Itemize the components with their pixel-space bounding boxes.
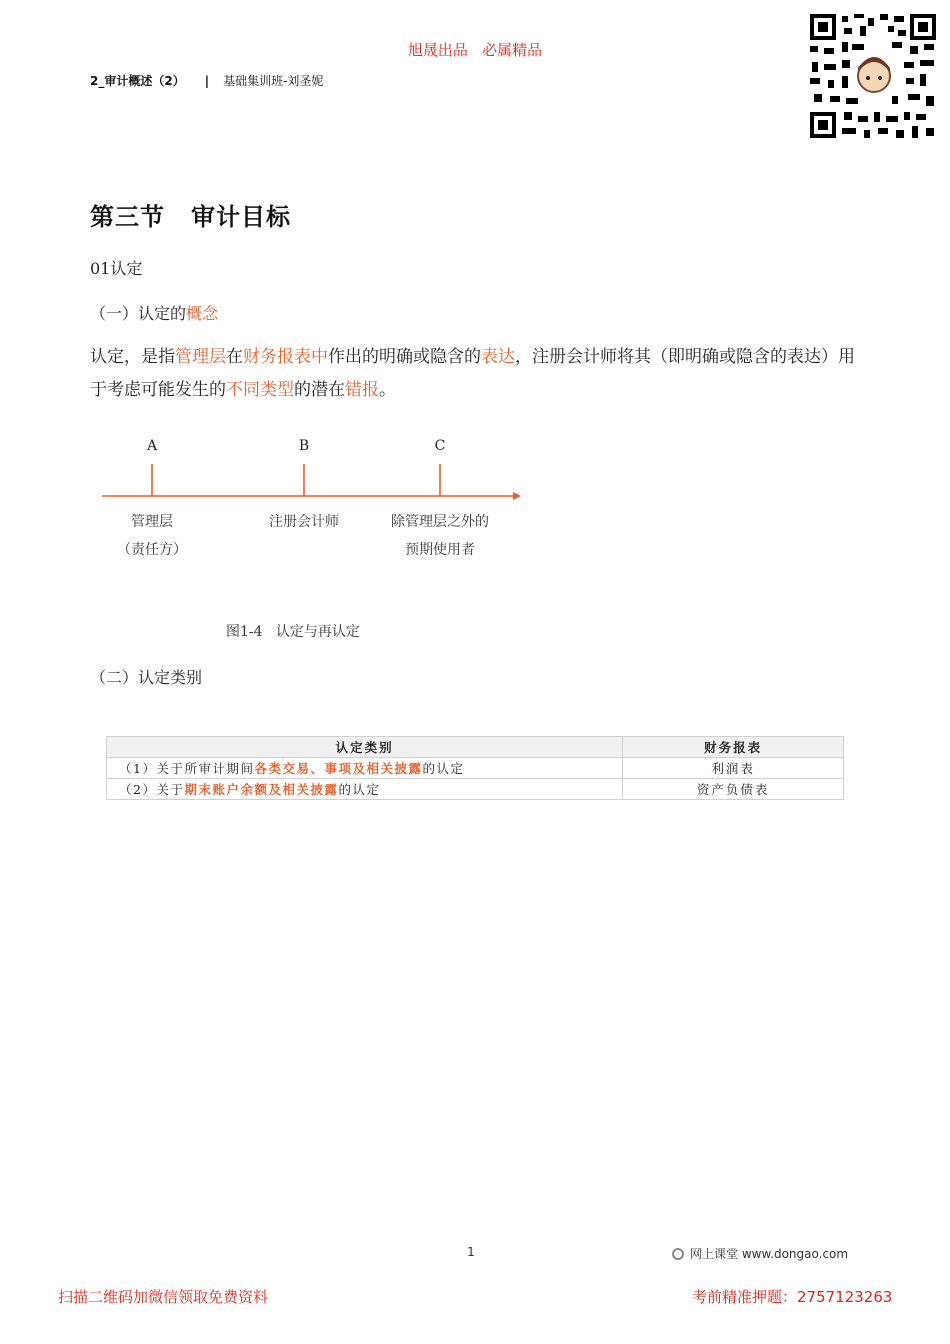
point-letter: A (146, 438, 158, 454)
teacher-name: 基础集训班-刘圣妮 (223, 74, 324, 88)
assertion-diagram (95, 430, 535, 570)
paragraph-text: ，注册会计师将其（即明确或隐含的表达）用于考虑可能发生的 (90, 347, 855, 400)
statement-cell: 利润表 (623, 758, 844, 779)
figure-caption: 图1-4 认定与再认定 (226, 624, 360, 640)
page-number: 1 (467, 1245, 475, 1259)
category-heading: （二）认定类别 (90, 668, 203, 687)
footer-promo-right: 考前精准押题：2757123263 (692, 1288, 893, 1306)
table-header-statement: 财务报表 (623, 737, 844, 758)
site-text: 网上课堂 www.dongao.com (690, 1247, 849, 1261)
point-sublabel: 预期使用者 (405, 542, 475, 558)
paragraph-text: 。 (379, 380, 396, 400)
point-letter: B (298, 438, 310, 454)
footer-promo-left: 扫描二维码加微信领取免费资料 (58, 1288, 269, 1306)
arrow-head-icon (513, 492, 521, 500)
table-row (107, 779, 844, 800)
category-cell (107, 758, 623, 779)
cell-text: 的认定 (422, 761, 465, 776)
statement-cell: 资产负债表 (623, 779, 844, 800)
course-title: 2_审计概述（2） (90, 74, 185, 88)
highlight-term: 各类交易、事项及相关披露 (254, 761, 423, 776)
section-name: 审计目标 (191, 202, 291, 231)
assertion-table (106, 736, 844, 800)
highlight-term: 期末账户余额及相关披露 (184, 782, 339, 797)
concept-heading (90, 301, 218, 324)
paragraph-text: 的潜在 (294, 380, 345, 400)
table-header-row (107, 737, 844, 758)
subsection-label: 01认定 (90, 259, 143, 278)
highlight-term: 管理层 (175, 347, 226, 367)
paragraph-text: 在 (226, 347, 243, 367)
dongao-logo-icon (672, 1248, 684, 1260)
highlight-term: 不同类型 (226, 380, 294, 400)
definition-paragraph (90, 341, 870, 407)
concept-heading-highlight: 概念 (186, 304, 219, 323)
banner: 旭晟出品 必属精品 (407, 41, 543, 59)
point-letter: C (434, 438, 446, 454)
table-header-category: 认定类别 (107, 737, 623, 758)
highlight-term: 错报 (345, 380, 379, 400)
highlight-term: 表达 (481, 347, 515, 367)
table-row (107, 758, 844, 779)
point-label: 除管理层之外的 (391, 514, 489, 530)
cell-text: 的认定 (338, 782, 381, 797)
category-cell (107, 779, 623, 800)
point-sublabel: （责任方） (117, 542, 187, 558)
page-header (90, 72, 323, 89)
point-label: 管理层 (131, 514, 173, 530)
point-label: 注册会计师 (269, 514, 339, 530)
qr-code-icon (808, 12, 938, 140)
cell-text: （2）关于 (119, 782, 185, 797)
site-credit (672, 1245, 848, 1262)
section-number: 第三节 (90, 202, 165, 231)
concept-heading-prefix: （一）认定的 (90, 304, 187, 323)
paragraph-text: 作出的明确或隐含的 (328, 347, 481, 367)
paragraph-text: 认定，是指 (90, 347, 175, 367)
cell-text: （1）关于所审计期间 (119, 761, 255, 776)
highlight-term: 财务报表中 (243, 347, 328, 367)
section-title (90, 197, 291, 232)
header-separator: | (204, 74, 210, 88)
